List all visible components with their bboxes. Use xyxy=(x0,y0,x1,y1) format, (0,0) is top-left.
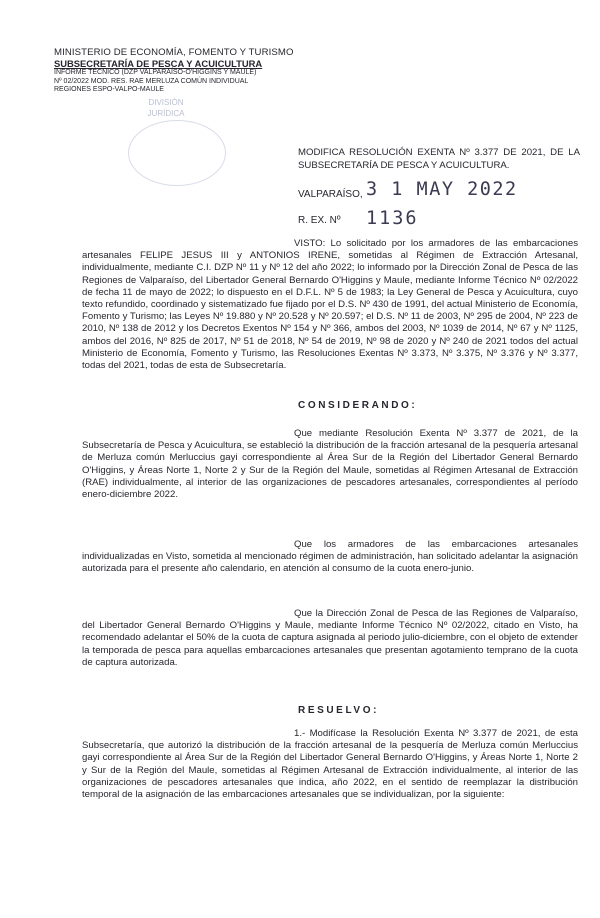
reference-line: INFORME TÉCNICO (DZP VALPARAÍSO-O'HIGGINS Y MAULE) xyxy=(54,69,257,76)
considerando-paragraph: Que la Dirección Zonal de Pesca de las Regiones de Valparaíso, del Libertador General Bernardo O'Higgins y Maule, mediante Informe Técnico Nº 02/2022, citado en Visto, ha recomendado adelantar el 50% de la cuota de captura asignada al periodo julio-diciembre, con el objeto de extender la temporada de pesca para aquellas embarcaciones artesanales que presentan agotamiento temprano de la cuota de captura autorizada. xyxy=(82,608,578,668)
considerando-paragraph: Que los armadores de las embarcaciones artesanales individualizadas en Visto, sometida al mencionado régimen de administración, han solicitado adelantar la asignación autorizada para el presente año calendario, en atención al consumo de la cuota enero-junio. xyxy=(82,539,578,575)
considerando-paragraph: Que mediante Resolución Exenta Nº 3.377 de 2021, de la Subsecretaría de Pesca y Acuicultura, se estableció la distribución de la fracción artesanal de la pesquería artesanal de Merluza común Merluccius gayi correspondiente al Área Sur de la Región del Libertador General Bernardo O'Higgins, y Áreas Norte 1, Norte 2 y Sur de la Región del Maule, sometidas al Régimen Artesanal de Extracción (RAE) individualmente, al interior de las organizaciones de pescadores artesanales, correspondientes al período enero-diciembre 2022. xyxy=(82,428,578,501)
reference-line: Nº 02/2022 MOD. RES. RAE MERLUZA COMÚN INDIVIDUAL xyxy=(54,77,249,85)
reference-line: REGIONES ESPO-VALPO-MAULE xyxy=(54,86,164,94)
resuelvo-heading: RESUELVO: xyxy=(298,705,379,716)
official-seal xyxy=(128,120,226,186)
document-title: MODIFICA RESOLUCIÓN EXENTA Nº 3.377 DE 2021, DE LA SUBSECRETARÍA DE PESCA Y ACUICULTURA. xyxy=(298,147,580,171)
place-label: VALPARAÍSO, xyxy=(298,189,363,200)
resolution-number: 1136 xyxy=(366,208,419,229)
visto-paragraph: VISTO: Lo solicitado por los armadores de las embarcaciones artesanales FELIPE JESUS III y ANTONIOS IRENE, sometidas al Régimen de Extracción Artesanal, individualmente, mediante C.I. DZP Nº 11 y Nº 12 del año 2022; lo informado por la Dirección Zonal de Pesca de las Regiones de Valparaíso, del Libertador General Bernardo O'Higgins y Maule, mediante Informe Técnico Nº 02/2022 de fecha 11 de mayo de 2022; lo dispuesto en el D.F.L. Nº 5 de 1983; la Ley General de Pesca y Acuicultura, cuyo texto refundido, coordinado y sistematizado fue fijado por el D.S. Nº 430 de 1991, del actual Ministerio de Economía, Fomento y Turismo; las Leyes Nº 19.880 y Nº 20.528 y Nº 20.597; el D.S. Nº 11 de 2003, Nº 295 de 2004, Nº 223 de 2010, Nº 138 de 2012 y los Decretos Exentos Nº 154 y Nº 366, ambos del 2003, Nº 1039 de 2014, Nº 67 y Nº 1125, ambos del 2016, Nº 825 de 2017, Nº 51 de 2018, Nº 54 de 2019, Nº 98 de 2020 y Nº 240 de 2021 todos del actual Ministerio de Economía, Fomento y Turismo, las Resoluciones Exentas Nº 3.373, Nº 3.375, Nº 3.376 y Nº 3.377, todas del 2021, todas de esta de Subsecretaría. xyxy=(82,238,578,372)
subsecretaria-name: SUBSECRETARÍA DE PESCA Y ACUICULTURA xyxy=(54,58,263,69)
ministry-name: MINISTERIO DE ECONOMÍA, FOMENTO Y TURISMO xyxy=(54,47,294,58)
considerando-heading: CONSIDERANDO: xyxy=(298,400,418,411)
resolution-number-label: R. EX. Nº xyxy=(298,215,341,226)
juridica-stamp: DIVISIÓN JURÍDICA xyxy=(147,98,185,118)
date-stamp: 3 1 MAY 2022 xyxy=(366,179,518,200)
letterhead xyxy=(54,47,294,95)
resuelvo-paragraph: 1.- Modifícase la Resolución Exenta Nº 3.377 de 2021, de esta Subsecretaría, que autorizó la distribución de la fracción artesanal de la pesquería de Merluza común Merluccius gayi correspondiente al Área Sur de la Región del Libertador General Bernardo O'Higgins, y Áreas Norte 1, Norte 2 y Sur de la Región del Maule, sometidas al Régimen Artesanal de Extracción individualmente, al interior de las organizaciones de pescadores artesanales que indica, año 2022, en el sentido de reemplazar la distribución temporal de la asignación de las embarcaciones artesanales que se individualizan, por la siguiente: xyxy=(82,728,578,801)
